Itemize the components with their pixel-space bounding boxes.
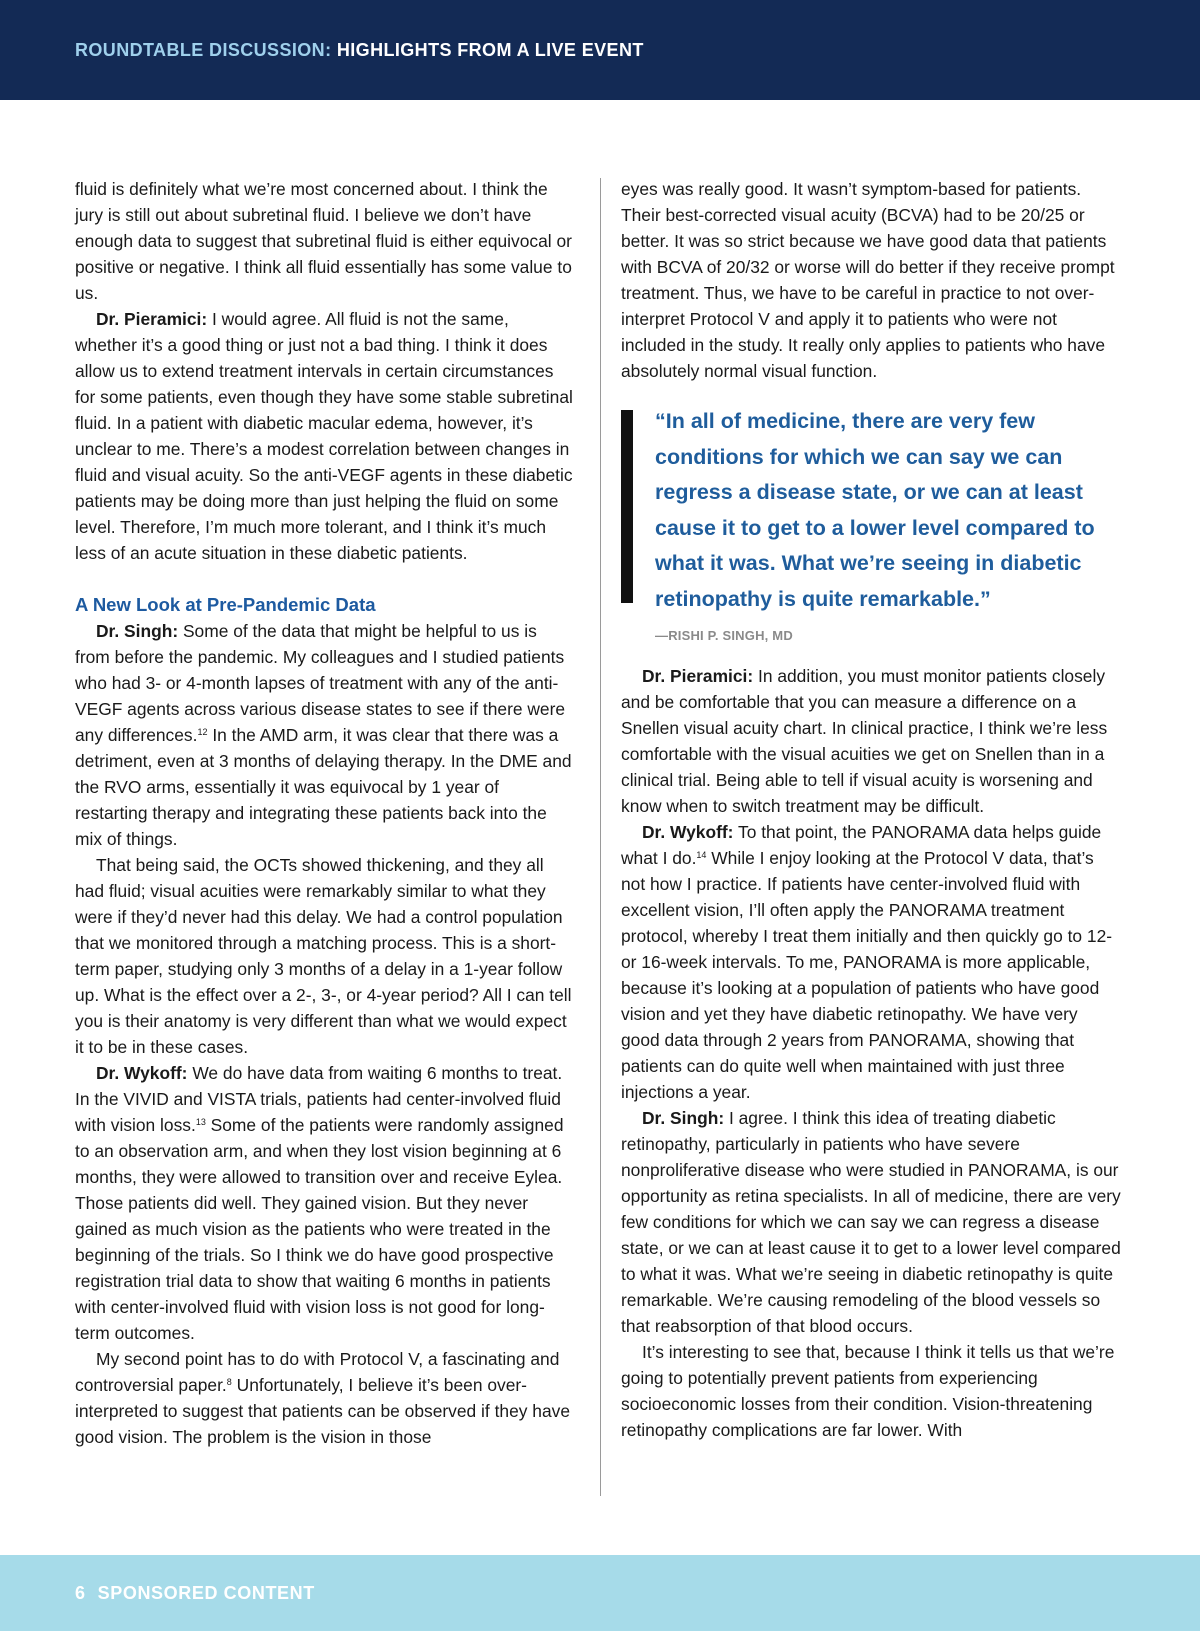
paragraph-text: We do have data from waiting 6 months to treat. In the VIVID and VISTA trials, patients had center-involved fluid with vision loss. (75, 1063, 563, 1135)
header-title-text: HIGHLIGHTS FROM A LIVE EVENT (331, 40, 644, 60)
paragraph (75, 1346, 575, 1450)
paragraph (621, 663, 1121, 819)
speaker-name: Dr. Wykoff: (96, 1063, 188, 1083)
header-section-label: ROUNDTABLE DISCUSSION: (75, 40, 332, 60)
speaker-name: Dr. Pieramici: (642, 666, 754, 686)
speaker-name: Dr. Wykoff: (642, 822, 734, 842)
paragraph (621, 1105, 1121, 1339)
paragraph (75, 1060, 575, 1346)
paragraph (75, 306, 575, 566)
column-divider (600, 178, 601, 1496)
paragraph-text: My second point has to do with Protocol V, a fascinating and controversial paper. (75, 1349, 560, 1395)
reference-number: 12 (197, 727, 208, 737)
paragraph-text: Some of the patients were randomly assigned to an observation arm, and when they lost vision beginning at 6 months, they were allowed to transition over and receive Eylea. Those patients did well. They gained vision. But they never gained as much vision as the patients who were treated in the beginning of the trials. So I think we do have good prospective registration trial data to show that waiting 6 months in patients with center-involved fluid with vision loss is not good for long-term outcomes. (75, 1115, 564, 1343)
section-heading: A New Look at Pre-Pandemic Data (75, 594, 376, 615)
page-number: 6 (75, 1583, 86, 1603)
pull-quote-text: “In all of medicine, there are very few conditions for which we can say we can regress a disease state, or we can at least cause it to get to a lower level compared to what it was. What we’re seeing in diabetic retinopathy is quite remarkable.” (655, 409, 1095, 611)
header-title (75, 40, 644, 61)
paragraph: It’s interesting to see that, because I think it tells us that we’re going to potentially prevent patients from experiencing socioeconomic losses from their condition. Vision-threatening retinopathy complications are far lower. With (621, 1342, 1115, 1440)
reference-number: 13 (195, 1117, 206, 1127)
paragraph-text: Unfortunately, I believe it’s been over-interpreted to suggest that patients can be observed if they have good vision. The problem is the vision in those (75, 1375, 570, 1447)
paragraph-text: In addition, you must monitor patients closely and be comfortable that you can measure a difference on a Snellen visual acuity chart. In clinical practice, I think we’re less comfortable with the visual acuities we get on Snellen than in a clinical trial. Being able to tell if visual acuity is worsening and know when to switch treatment may be difficult. (621, 666, 1108, 816)
paragraph-text: To that point, the PANORAMA data helps guide what I do. (621, 822, 1102, 868)
reference-number: 8 (226, 1377, 232, 1387)
pull-quote-attribution: —RISHI P. SINGH, MD (655, 628, 793, 643)
paragraph: fluid is definitely what we’re most concerned about. I think the jury is still out about subretinal fluid. I believe we don’t have enough data to suggest that subretinal fluid is either equivocal or positive or negative. I think all fluid essentially has some value to us. (75, 179, 572, 303)
paragraph (75, 618, 575, 852)
left-column (75, 176, 575, 1450)
paragraph-text: In the AMD arm, it was clear that there was a detriment, even at 3 months of delaying therapy. In the DME and the RVO arms, essentially it was equivocal by 1 year of restarting therapy and integrating these patients back into the mix of things. (75, 725, 572, 849)
right-column (621, 176, 1121, 1443)
pull-quote-bar (621, 410, 633, 603)
speaker-name: Dr. Singh: (96, 621, 179, 641)
paragraph-text: Some of the data that might be helpful to us is from before the pandemic. My colleagues and I studied patients who had 3- or 4-month lapses of treatment with any of the anti-VEGF agents across various disease states to see if there were any differences. (75, 621, 566, 745)
page-footer (0, 1555, 1200, 1631)
paragraph-text: I would agree. All fluid is not the same, whether it’s a good thing or just not a bad thing. I think it does allow us to extend treatment intervals in certain circumstances for some patients, even though they have some stable subretinal fluid. In a patient with diabetic macular edema, however, it’s unclear to me. There’s a modest correlation between changes in fluid and visual acuity. So the anti-VEGF agents in these diabetic patients may be doing more than just helping the fluid on some level. Therefore, I’m much more tolerant, and I think it’s much less of an acute situation in these diabetic patients. (75, 309, 573, 563)
reference-number: 14 (696, 850, 707, 860)
speaker-name: Dr. Pieramici: (96, 309, 208, 329)
footer-label (75, 1583, 315, 1604)
paragraph (621, 819, 1121, 1105)
footer-section-label: SPONSORED CONTENT (97, 1583, 315, 1603)
paragraph: eyes was really good. It wasn’t symptom-based for patients. Their best-corrected visual acuity (BCVA) had to be 20/25 or better. It was so strict because we have good data that patients with BCVA of 20/32 or worse will do better if they receive prompt treatment. Thus, we have to be careful in practice to not over-interpret Protocol V and apply it to patients who were not included in the study. It really only applies to patients who have absolutely normal visual function. (621, 179, 1115, 381)
paragraph-text: While I enjoy looking at the Protocol V data, that’s not how I practice. If patients have center-involved fluid with excellent vision, I’ll often apply the PANORAMA treatment protocol, whereby I treat them initially and then quickly go to 12- or 16-week intervals. To me, PANORAMA is more applicable, because it’s looking at a population of patients who have good vision and yet they have diabetic retinopathy. We have very good data through 2 years from PANORAMA, showing that patients can do quite well when maintained with just three injections a year. (621, 848, 1113, 1102)
pull-quote (621, 404, 1121, 649)
paragraph-text: I agree. I think this idea of treating diabetic retinopathy, particularly in patients who have severe nonproliferative disease who were studied in PANORAMA, is our opportunity as retina specialists. In all of medicine, there are very few conditions for which we can say we can regress a disease state, or we can at least cause it to get to a lower level compared to what it was. What we’re seeing in diabetic retinopathy is quite remarkable. We’re causing remodeling of the blood vessels so that reabsorption of that blood occurs. (621, 1108, 1121, 1336)
speaker-name: Dr. Singh: (642, 1108, 725, 1128)
paragraph: That being said, the OCTs showed thickening, and they all had fluid; visual acuities were remarkably similar to what they were if they’d never had this delay. We had a control population that we monitored through a matching process. This is a short-term paper, studying only 3 months of a delay in a 1-year follow up. What is the effect over a 2-, 3-, or 4-year period? All I can tell you is their anatomy is very different than what we would expect it to be in these cases. (75, 855, 572, 1057)
page-header (0, 0, 1200, 100)
